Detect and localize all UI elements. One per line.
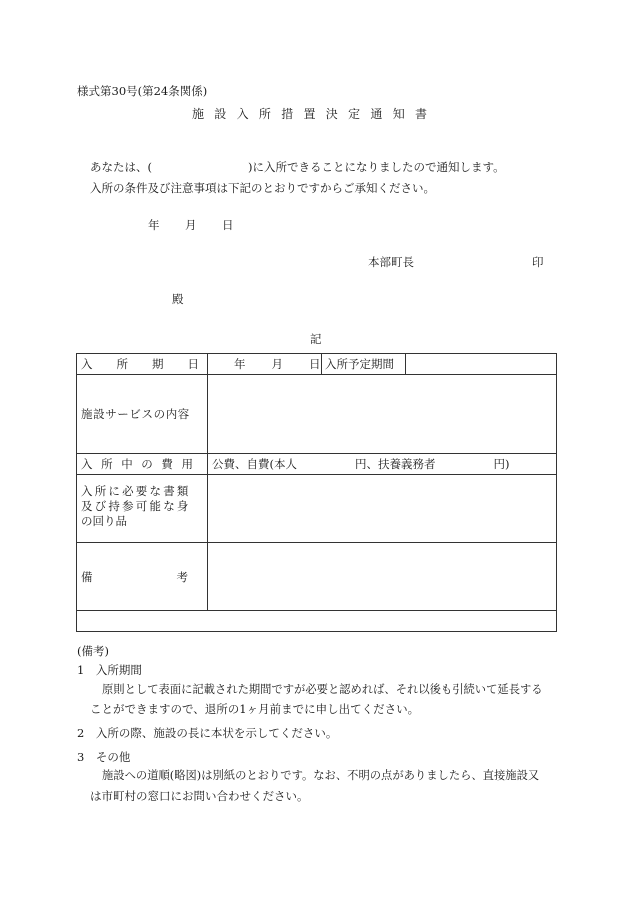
notice-line-1: [90, 160, 505, 174]
label-costs: [77, 454, 208, 475]
issuer-title: 本部町長: [368, 255, 414, 269]
label-service-content-text: 施設サービスの内容: [81, 407, 190, 421]
label-admission-date-text: [81, 356, 223, 372]
date-day: 日: [222, 218, 234, 232]
label-required-items: [77, 475, 208, 543]
label-remarks-text: 備考: [81, 569, 272, 584]
service-content-field[interactable]: [208, 375, 557, 454]
ki-mark: 記: [310, 332, 322, 346]
row-service-content: [77, 375, 557, 454]
date-year: 年: [148, 218, 160, 232]
row-admission-date: [77, 354, 557, 375]
cost-suffix: 円): [493, 457, 510, 471]
admission-date-fields: [208, 354, 322, 374]
label-required-items-line-2: 及び持参可能な身: [81, 499, 191, 513]
note-1-line-1: 原則として表面に記載された期間ですが必要と認めれば、それ以後も引続いて延長する: [102, 683, 543, 696]
note-3-line-2: は市町村の窓口にお問い合わせください。: [90, 789, 309, 803]
admission-month: 月: [271, 357, 283, 371]
row-costs: [77, 454, 557, 475]
required-items-field[interactable]: [208, 475, 557, 543]
label-required-items-line-3: の回り品: [81, 514, 127, 528]
document-title: 施設入所措置決定通知書: [192, 107, 438, 121]
label-admission-date: [77, 354, 223, 375]
notice-line-1-before: あなたは、(: [90, 160, 152, 174]
form-number: 様式第30号(第24条関係): [77, 84, 208, 98]
label-costs-text: 入所中の費用: [81, 457, 202, 471]
admission-day: 日: [309, 357, 321, 371]
notice-line-1-after: )に入所できることになりましたので通知します。: [248, 160, 505, 174]
admission-year: 年: [234, 357, 246, 371]
note-3-line-1: 施設への道順(略図)は別紙のとおりです。なお、不明の点がありましたら、直接施設又: [102, 769, 540, 782]
recipient-honorific: 殿: [172, 292, 184, 306]
label-remarks: [77, 543, 272, 611]
admission-date-cell[interactable]: [208, 354, 557, 375]
notice-line-2: 入所の条件及び注意事項は下記のとおりですからご承知ください。: [90, 181, 435, 195]
row-required-items: [77, 475, 557, 543]
note-2: 2 入所の際、施設の長に本状を示してください。: [77, 726, 338, 740]
label-admission-date-value: 入所期日: [81, 357, 223, 371]
blank-row-cell[interactable]: [77, 611, 557, 632]
conditions-table: [76, 353, 557, 632]
row-remarks: [77, 543, 557, 611]
date-month: 月: [185, 218, 197, 232]
costs-field[interactable]: [208, 454, 557, 475]
seal-mark: 印: [532, 255, 544, 269]
label-required-items-line-1: 入所に必要な書類: [81, 484, 191, 498]
label-service-content: [77, 375, 208, 454]
note-3-title: 3 その他: [77, 750, 131, 764]
notes-heading: (備考): [77, 644, 109, 658]
row-blank: [77, 611, 557, 632]
cost-mid: 円、扶養義務者: [355, 457, 436, 471]
scheduled-period-label: 入所予定期間: [322, 354, 406, 374]
cost-prefix: 公費、自費(本人: [212, 457, 297, 471]
note-1-title: 1 入所期間: [77, 663, 142, 677]
note-1-line-2: ことができますので、退所の1ヶ月前までに申し出てください。: [90, 702, 420, 716]
